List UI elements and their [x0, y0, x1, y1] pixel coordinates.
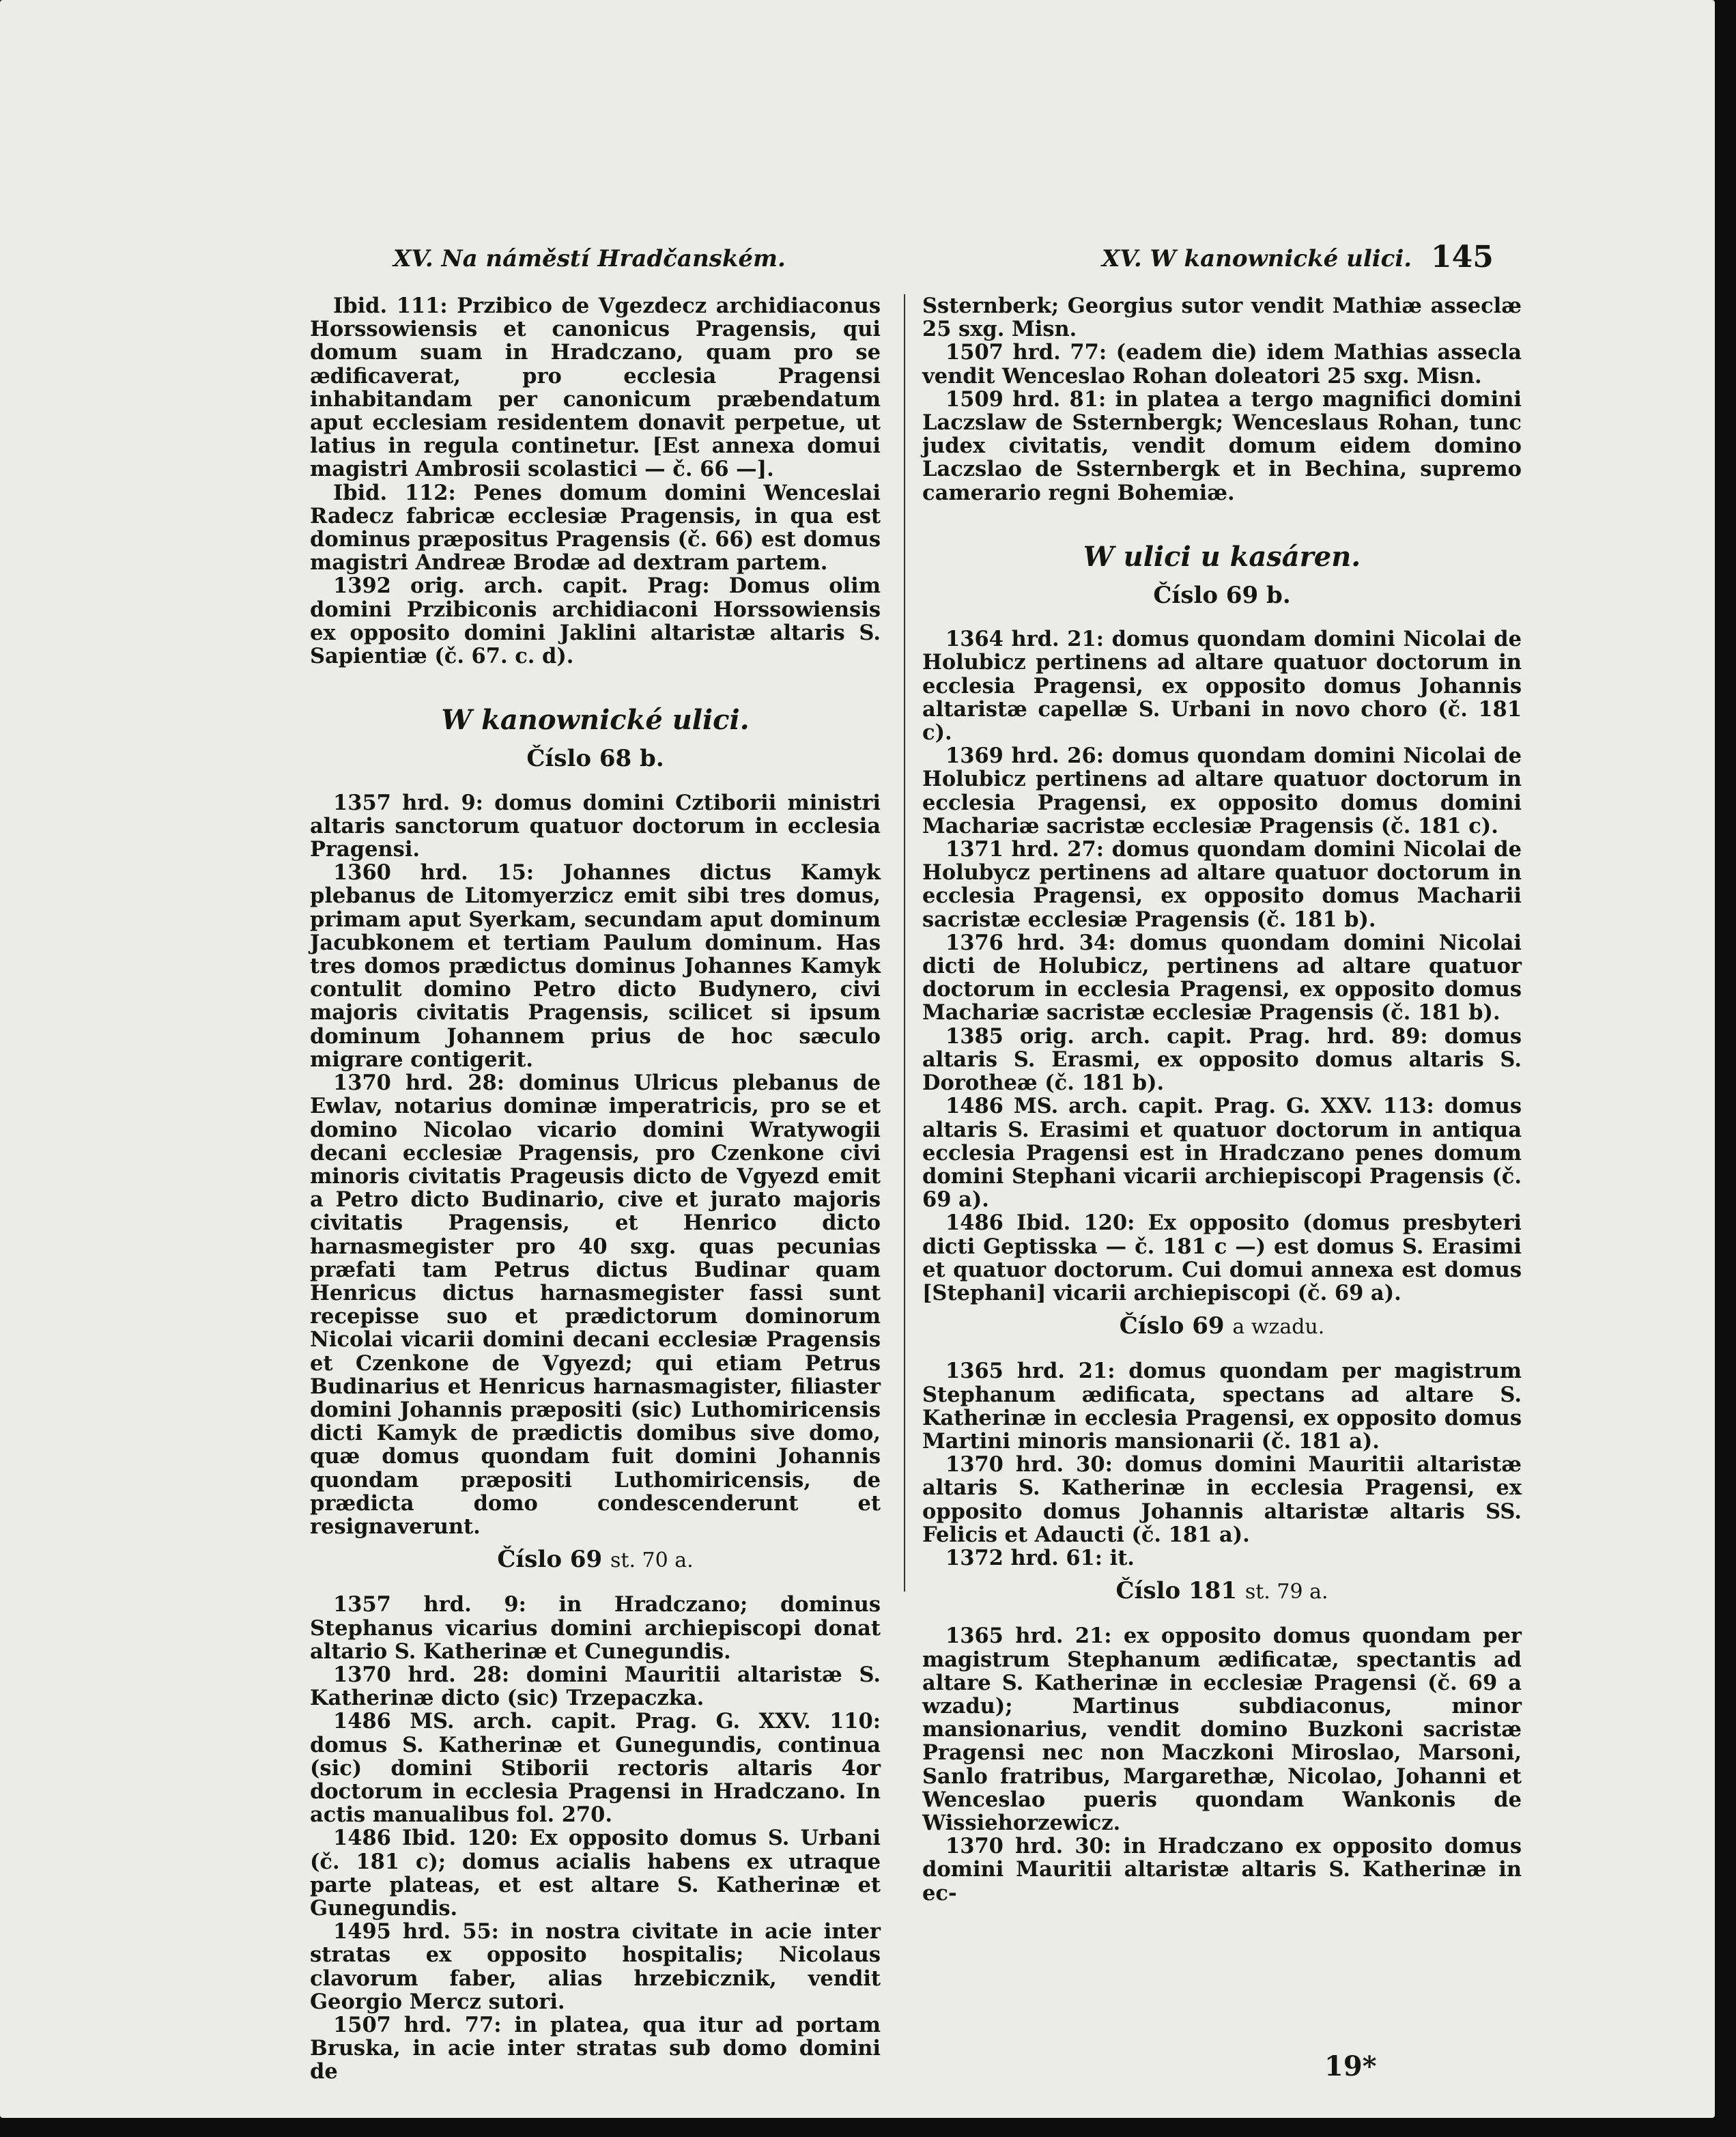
paragraph: 1364 hrd. 21: domus quondam domini Nicolai de Holubicz pertinens ad altare quatuor doctorum in ecclesia Pragensi, ex opposito domus Johannis altaristæ capellæ S. Urbani in novo choro (č. 181 c).: [922, 627, 1522, 746]
house-number-heading: Číslo 68 b.: [526, 745, 664, 773]
paragraph: 1486 MS. arch. capit. Prag. G. XXV. 110: domus S. Katherinæ et Gunegundis, continua (sic) domini Stiborii rectoris altaris 4or doctorum in ecclesia Pragensi in Hradczano. In actis manualibus fol. 270.: [310, 1709, 881, 1828]
paragraph: Ibid. 112: Penes domum domini Wenceslai Radecz fabricæ ecclesiæ Pragensis, in qua est dominus præpositus Pragensis (č. 66) est domus magistri Andreæ Brodæ ad dextram partem.: [310, 480, 881, 576]
left-column: [310, 294, 881, 2084]
header-left: XV. Na náměstí Hradčanském.: [393, 245, 786, 272]
paragraph: 1365 hrd. 21: ex opposito domus quondam per magistrum Stephanum ædificatæ, spectantis ad altare S. Katherinæ in ecclesiæ Pragensi (č. 69 a wzadu); Martinus subdiaconus, minor mansionarius, vendit domino Buzkoni sacristæ Pragensi nec non Maczkoni Miroslao, Marsoni, Sanlo fratribus, Margarethæ, Nicolao, Johanni et Wenceslao pueris quondam Wankonis de Wissiehorzewicz.: [922, 1624, 1522, 1835]
paragraph: 1357 hrd. 9: in Hradczano; dominus Stephanus vicarius domini archiepiscopi donat altario S. Katherinæ et Cunegundis.: [310, 1592, 881, 1664]
house-number-heading: Číslo 69 b.: [1153, 582, 1291, 610]
section-heading: W kanownické ulici.: [441, 704, 750, 737]
paragraph: 1486 MS. arch. capit. Prag. G. XXV. 113: domus altaris S. Erasimi et quatuor doctorum in antiqua ecclesia Pragensi est in Hradczano penes domum domini Stephani vicarii archiepiscopi Pragensis (č. 69 a).: [922, 1094, 1522, 1213]
header-right: XV. W kanownické ulici.: [1102, 245, 1412, 272]
paragraph: 1507 hrd. 77: in platea, qua itur ad portam Bruska, in acie inter stratas sub domo domini de: [310, 2013, 881, 2084]
paragraph: 1357 hrd. 9: domus domini Cztiborii ministri altaris sanctorum quatuor doctorum in ecclesia Pragensi.: [310, 790, 881, 862]
paragraph: 1509 hrd. 81: in platea a tergo magnifici domini Laczslaw de Ssternbergk; Wenceslaus Rohan, tunc judex civitatis, vendit domum eidem domino Laczslao de Ssternbergk et in Bechina, supremo camerario regni Bohemiæ.: [922, 386, 1522, 505]
paragraph: 1486 Ibid. 120: Ex opposito (domus presbyteri dicti Geptisska — č. 181 c —) est domus S. Erasimi et quatuor doctorum. Cui domui annexa est domus [Stephani] vicarii archiepiscopi (č. 69 a).: [922, 1211, 1522, 1305]
right-column: [922, 294, 1522, 1905]
paragraph: 1495 hrd. 55: in nostra civitate in acie inter stratas ex opposito hospitalis; Nicolaus clavorum faber, alias hrzebicznik, vendit Georgio Mercz sutori.: [310, 1919, 881, 2014]
paragraph: Ssternberk; Georgius sutor vendit Mathiæ asseclæ 25 sxg. Misn.: [922, 294, 1522, 342]
section-heading: W ulici u kasáren.: [1083, 540, 1361, 573]
paragraph: 1376 hrd. 34: domus quondam domini Nicolai dicti de Holubicz, pertinens ad altare quatuor doctorum in ecclesia Pragensi, ex opposito domus Machariæ sacristæ ecclesiæ Pragensis (č. 181 b).: [922, 930, 1522, 1025]
paragraph: 1486 Ibid. 120: Ex opposito domus S. Urbani (č. 181 c); domus acialis habens ex utraque parte plateas, et est altare S. Katherinæ et Gunegundis.: [310, 1826, 881, 1921]
running-header: [236, 236, 1533, 283]
paragraph: 1370 hrd. 28: domini Mauritii altaristæ S. Katherinæ dicto (sic) Trzepaczka.: [310, 1662, 881, 1711]
book-page: [236, 236, 1533, 2084]
paragraph: 1370 hrd. 30: in Hradczano ex opposito domus domini Mauritii altaristæ altaris S. Katherinæ in ec-: [922, 1834, 1522, 1906]
column-divider: [904, 294, 905, 1591]
paragraph: 1507 hrd. 77: (eadem die) idem Mathias assecla vendit Wenceslao Rohan doleatori 25 sxg. Misn.: [922, 340, 1522, 388]
house-number-heading: Číslo 181 st. 79 a.: [1115, 1577, 1328, 1605]
paragraph: 1370 hrd. 30: domus domini Mauritii altaristæ altaris S. Katherinæ in ecclesia Pragensi, ex opposito domus Johannis altaristæ altaris SS. Felicis et Adaucti (č. 181 a).: [922, 1452, 1522, 1547]
signature-mark: 19*: [1324, 2050, 1377, 2082]
paragraph: Ibid. 111: Przibico de Vgezdecz archidiaconus Horssowiensis et canonicus Pragensis, qui domum suam in Hradczano, quam pro se ædificaverat, pro ecclesia Pragensi inhabitandam per canonicum præbendatum aput ecclesiam residentem donavit perpetue, ut latius in regula continetur. [Est annexa domui magistri Ambrosii scolastici — č. 66 —].: [310, 294, 881, 482]
paragraph: 1365 hrd. 21: domus quondam per magistrum Stephanum ædificata, spectans ad altare S. Katherinæ in ecclesia Pragensi, ex opposito domus Martini minoris mansionarii (č. 181 a).: [922, 1359, 1522, 1454]
paragraph: 1370 hrd. 28: dominus Ulricus plebanus de Ewlav, notarius dominæ imperatricis, pro se et domino Nicolao vicario domini Wratywogii decani ecclesiæ Pragensis, pro Czenkone civi minoris civitatis Prageusis dicto de Vgyezd emit a Petro dicto Budinario, cive et jurato majoris civitatis Pragensis, et Henrico dicto harnasmegister pro 40 sxg. quas pecunias præfati tam Petrus dictus Budinar quam Henricus dictus harnasmegister fassi sunt recepisse suo et prædictorum dominorum Nicolai vicarii domini decani ecclesiæ Pragensis et Czenkone de Vgyezd; qui etiam Petrus Budinarius et Henricus harnasmagister, filiaster domini Johannis præpositi (sic) Luthomiricensis dicti Kamyk de prædictis domibus sive domo, quæ domus quondam fuit domini Johannis quondam præpositi Luthomiricensis, de prædicta domo condescenderunt et resignaverunt.: [310, 1071, 881, 1539]
paragraph: 1371 hrd. 27: domus quondam domini Nicolai de Holubycz pertinens ad altare quatuor doctorum in ecclesia Pragensi, ex opposito domus Macharii sacristæ ecclesiæ Pragensis (č. 181 b).: [922, 837, 1522, 932]
paragraph: 1392 orig. arch. capit. Prag: Domus olim domini Przibiconis archidiaconi Horssowiensis ex opposito domini Jaklini altaristæ altaris S. Sapientiæ (č. 67. c. d).: [310, 574, 881, 669]
paragraph: 1385 orig. arch. capit. Prag. hrd. 89: domus altaris S. Erasmi, ex opposito domus altaris S. Dorotheæ (č. 181 b).: [922, 1023, 1522, 1096]
house-number-heading: Číslo 69 st. 70 a.: [497, 1546, 694, 1574]
paragraph: 1372 hrd. 61: it.: [945, 1545, 1135, 1570]
page-number: 145: [1431, 240, 1494, 274]
paragraph: 1369 hrd. 26: domus quondam domini Nicolai de Holubicz pertinens ad altare quatuor doctorum in ecclesia Pragensi, ex opposito domus domini Machariæ sacristæ ecclesiæ Pragensis (č. 181 c).: [922, 744, 1522, 838]
house-number-heading: Číslo 69 a wzadu.: [1119, 1312, 1325, 1340]
paragraph: 1360 hrd. 15: Johannes dictus Kamyk plebanus de Litomyerzicz emit sibi tres domus, primam aput Syerkam, secundam aput dominum Jacubkonem et tertiam Paulum dominum. Has tres domos prædictus dominus Johannes Kamyk contulit domino Petro dicto Budynero, civi majoris civitatis Pragensis, scilicet si ipsum dominum Johannem prius de hoc sæculo migrare contigerit.: [310, 860, 881, 1072]
